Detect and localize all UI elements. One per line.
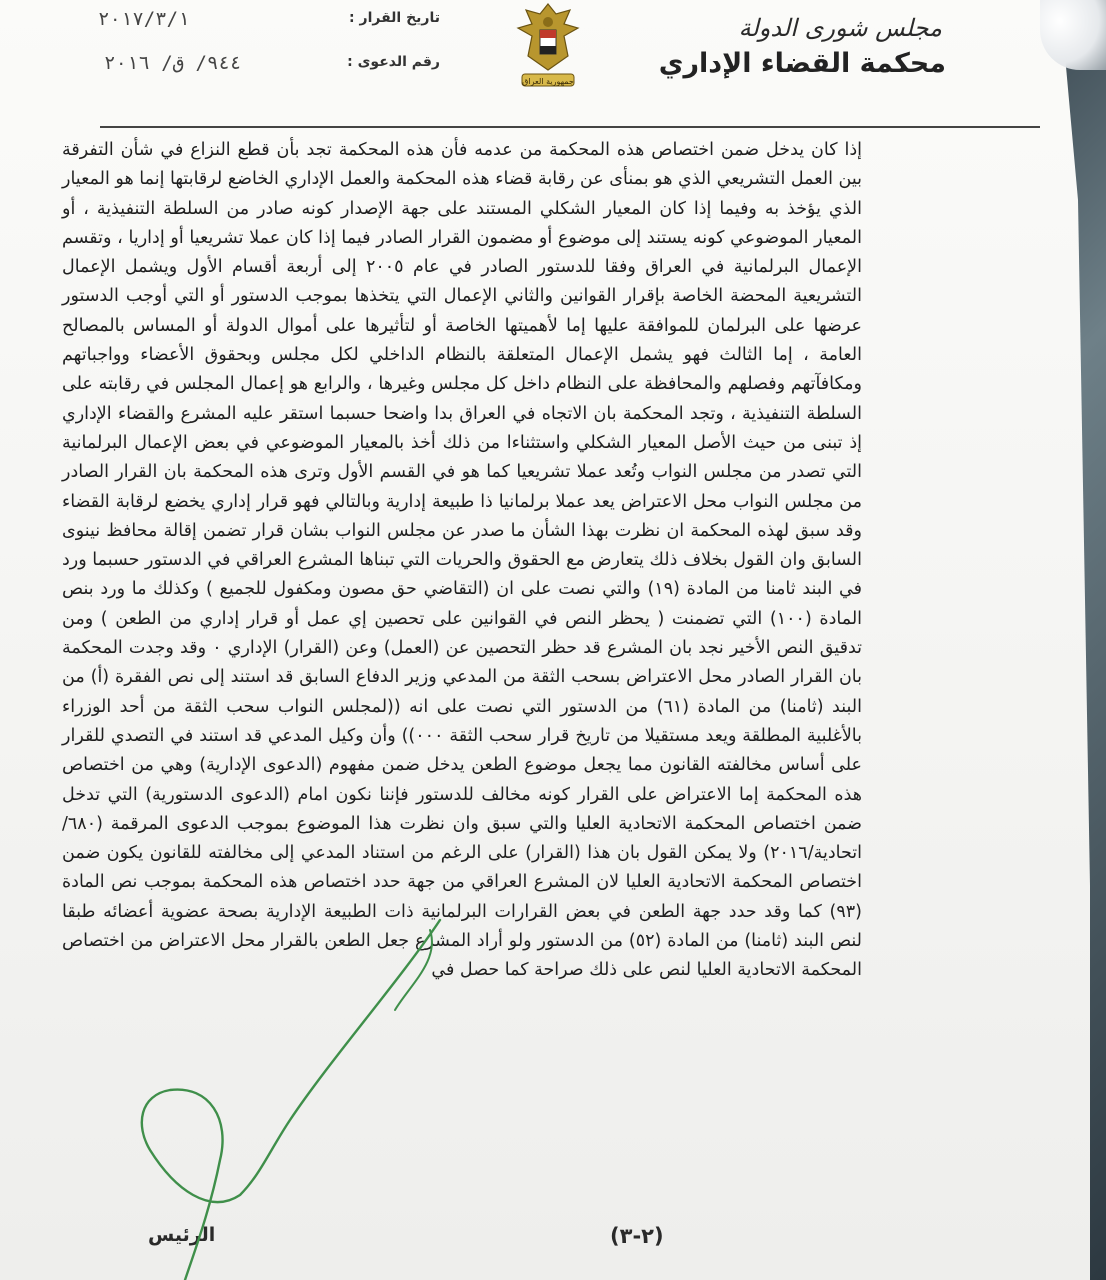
council-name: مجلس شورى الدولة [738,14,942,42]
case-info-block [80,4,440,104]
iraq-coat-of-arms-emblem [512,0,584,92]
header-divider [100,126,1040,128]
court-name: محكمة القضاء الإداري [658,48,946,79]
chairman-label: الرئيس [148,1224,216,1246]
case-number-value: ٩٤٤/ ق/ ٢٠١٦ [104,52,242,74]
eagle-emblem-icon [512,0,584,92]
decision-date-value: ٢٠١٧/٣/١ [98,8,190,30]
emblem-caption: جمهورية العراق [522,77,574,86]
decision-date-label: تاريخ القرار : [349,10,440,26]
case-number-label: رقم الدعوى : [347,54,440,70]
judgment-body [62,136,1106,1156]
court-header [626,8,946,118]
judgment-paragraph: إذا كان يدخل ضمن اختصاص هذه المحكمة من عدمه فأن هذه المحكمة تجد بأن قطع النزاع في شأن التفرقة بين العمل التشريعي الذي هو بمنأى عن رقابة قضاء هذه المحكمة والعمل الإداري الخاضع لرقابتها إنما هو المعيار الذي يؤخذ به وفيما إذا كان المعيار الشكلي المستند على جهة الإصدار كونه صادر من السلطة التنفيذية ، أو المعيار الموضوعي كونه يستند إلى موضوع أو مضمون القرار الصادر فيما إذا كان عملا تشريعيا أو إداريا ، وتقسم الإعمال البرلمانية في العراق وفقا للدستور الصادر في عام ٢٠٠٥ إلى أربعة أقسام الأول ويشمل الإعمال التشريعية المحضة الخاصة بإقرار القوانين والثاني الإعمال التي يتخذها بموجب الدستور أو التي أوجب الدستور عرضها على البرلمان للموافقة عليها إما لأهميتها الخاصة أو لتأثيرها على أموال الدولة أو المساس بالمصالح العامة ، إما الثالث فهو يشمل الإعمال المتعلقة بالنظام الداخلي لكل مجلس وبحقوق الأعضاء وواجباتهم ومكافآتهم وفصلهم والمحافظة على النظام داخل كل مجلس وغيرها ، والرابع هو إعمال المجلس في رقابته على السلطة التنفيذية ، وتجد المحكمة بان الاتجاه في العراق بدا واضحا حسبما استقر عليه المشرع والقضاء الإداري إذ تبنى من حيث الأصل المعيار الشكلي واستثناءا من ذلك أخذ بالمعيار الموضوعي في بعض الإعمال البرلمانية التي تصدر من مجلس النواب وتُعد عملا تشريعيا كما هو في القسم الأول وترى هذه المحكمة بان القرار الصادر من مجلس النواب محل الاعتراض يعد عملا برلمانيا ذا طبيعة إدارية وبالتالي فهو قرار إداري يخضع لرقابة القضاء وقد سبق لهذه المحكمة ان نظرت بهذا الشأن ما صدر عن مجلس النواب بشان قرار تضمن إقالة محافظ نينوى السابق وان القول بخلاف ذلك يتعارض مع الحقوق والحريات التي تبناها المشرع العراقي في الدستور حسبما ورد في البند ثامنا من المادة (١٩) والتي نصت على ان (التقاضي حق مصون ومكفول للجميع ) وكذلك ما ورد بنص المادة (١٠٠) التي تضمنت ( يحظر النص في القوانين على تحصين إي عمل أو قرار إداري من الطعن ) ومن تدقيق النص الأخير نجد بان المشرع قد حظر التحصين عن (العمل) وعن (القرار) الإداري ٠ وقد وجدت المحكمة بان القرار الصادر محل الاعتراض بسحب الثقة من المدعي وزير الدفاع السابق قد استند إلى نص الفقرة (أ) من البند (ثامنا) من المادة (٦١) من الدستور التي نصت على انه ((لمجلس النواب سحب الثقة من أحد الوزراء بالأغلبية المطلقة ويعد مستقيلا من تاريخ قرار سحب الثقة ٠٠٠)) وأن وكيل المدعي قد استند في التصدي للقرار على أساس مخالفته القانون مما يجعل موضوع الطعن يدخل ضمن مفهوم (الدعوى الإدارية) وهي من اختصاص هذه المحكمة إما الاعتراض على القرار كونه مخالف للدستور فإننا نكون امام (الدعوى الدستورية) التي تدخل ضمن اختصاص المحكمة الاتحادية العليا والتي سبق وان نظرت هذا الموضوع بموجب الدعوى المرقمة (٦٨٠/اتحادية/٢٠١٦) ولا يمكن القول بان هذا (القرار) على الرغم من استناد المدعي إلى مخالفته للقانون يكون ضمن اختصاص المحكمة الاتحادية العليا لان المشرع العراقي من جهة حدد اختصاص هذه المحكمة بموجب نص المادة (٩٣) كما وقد حدد جهة الطعن في بعض القرارات البرلمانية ذات الطبيعة الإدارية بصحة عضوية أعضائه طبقا لنص البند (ثامنا) من المادة (٥٢) من الدستور ولو أراد المشرع جعل الطعن بالقرار محل الاعتراض من اختصاص المحكمة الاتحادية العليا لنص على ذلك صراحة كما حصل في [62,140,863,981]
page-number: (٢-٣) [610,1224,664,1248]
